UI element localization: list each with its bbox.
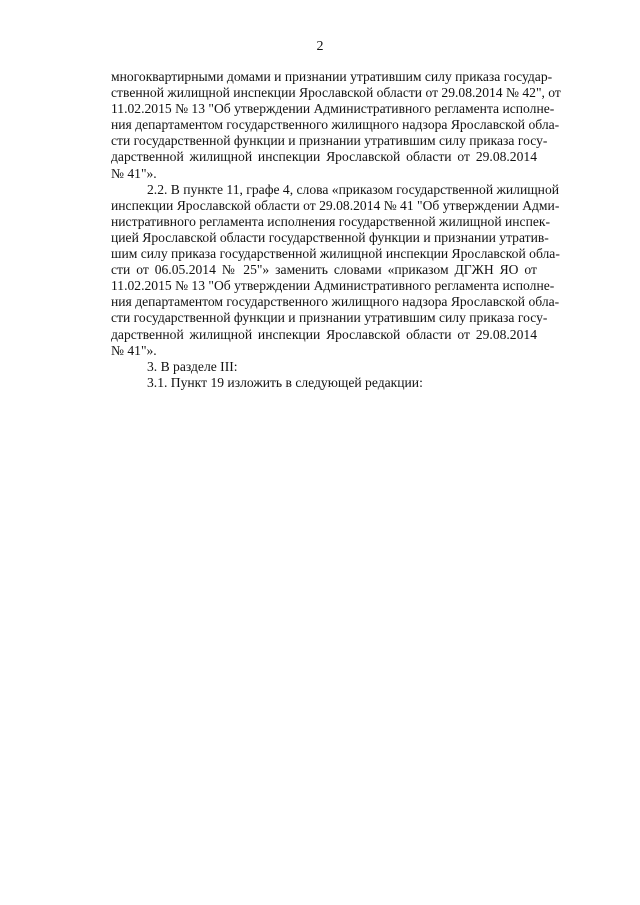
text-line: 3. В разделе III: xyxy=(147,358,238,374)
text-line: ния департаментом государственного жилищного надзора Ярославской обла- xyxy=(111,294,560,310)
text-line: ния департаментом государственного жилищного надзора Ярославской обла- xyxy=(111,117,560,133)
document-body xyxy=(111,69,561,391)
text-line: сти от 06.05.2014 № 25"» заменить словами «приказом ДГЖН ЯО от xyxy=(111,262,537,278)
text-line: № 41"». xyxy=(111,342,157,358)
text-line: дарственной жилищной инспекции Ярославской области от 29.08.2014 xyxy=(111,149,537,165)
page-number: 2 xyxy=(316,39,324,54)
text-line: 3.1. Пункт 19 изложить в следующей редакции: xyxy=(147,374,423,390)
text-line: ственной жилищной инспекции Ярославской области от 29.08.2014 № 42", от xyxy=(111,85,561,101)
text-line: дарственной жилищной инспекции Ярославской области от 29.08.2014 xyxy=(111,326,537,342)
text-line: инспекции Ярославской области от 29.08.2014 № 41 "Об утверждении Адми- xyxy=(111,197,560,213)
text-line: шим силу приказа государственной жилищной инспекции Ярославской обла- xyxy=(111,246,560,262)
text-line: цией Ярославской области государственной функции и признании утратив- xyxy=(111,229,549,245)
text-line: № 41"». xyxy=(111,165,157,181)
text-line: 11.02.2015 № 13 "Об утверждении Административного регламента исполне- xyxy=(111,278,555,294)
text-line: сти государственной функции и признании утратившим силу приказа госу- xyxy=(111,133,548,149)
text-line: сти государственной функции и признании утратившим силу приказа госу- xyxy=(111,310,548,326)
text-line: нистративного регламента исполнения государственной жилищной инспек- xyxy=(111,213,551,229)
text-line: многоквартирными домами и признании утратившим силу приказа государ- xyxy=(111,69,553,84)
text-line: 11.02.2015 № 13 "Об утверждении Административного регламента исполне- xyxy=(111,101,555,117)
text-line: 2.2. В пункте 11, графе 4, слова «приказом государственной жилищной xyxy=(147,181,560,197)
